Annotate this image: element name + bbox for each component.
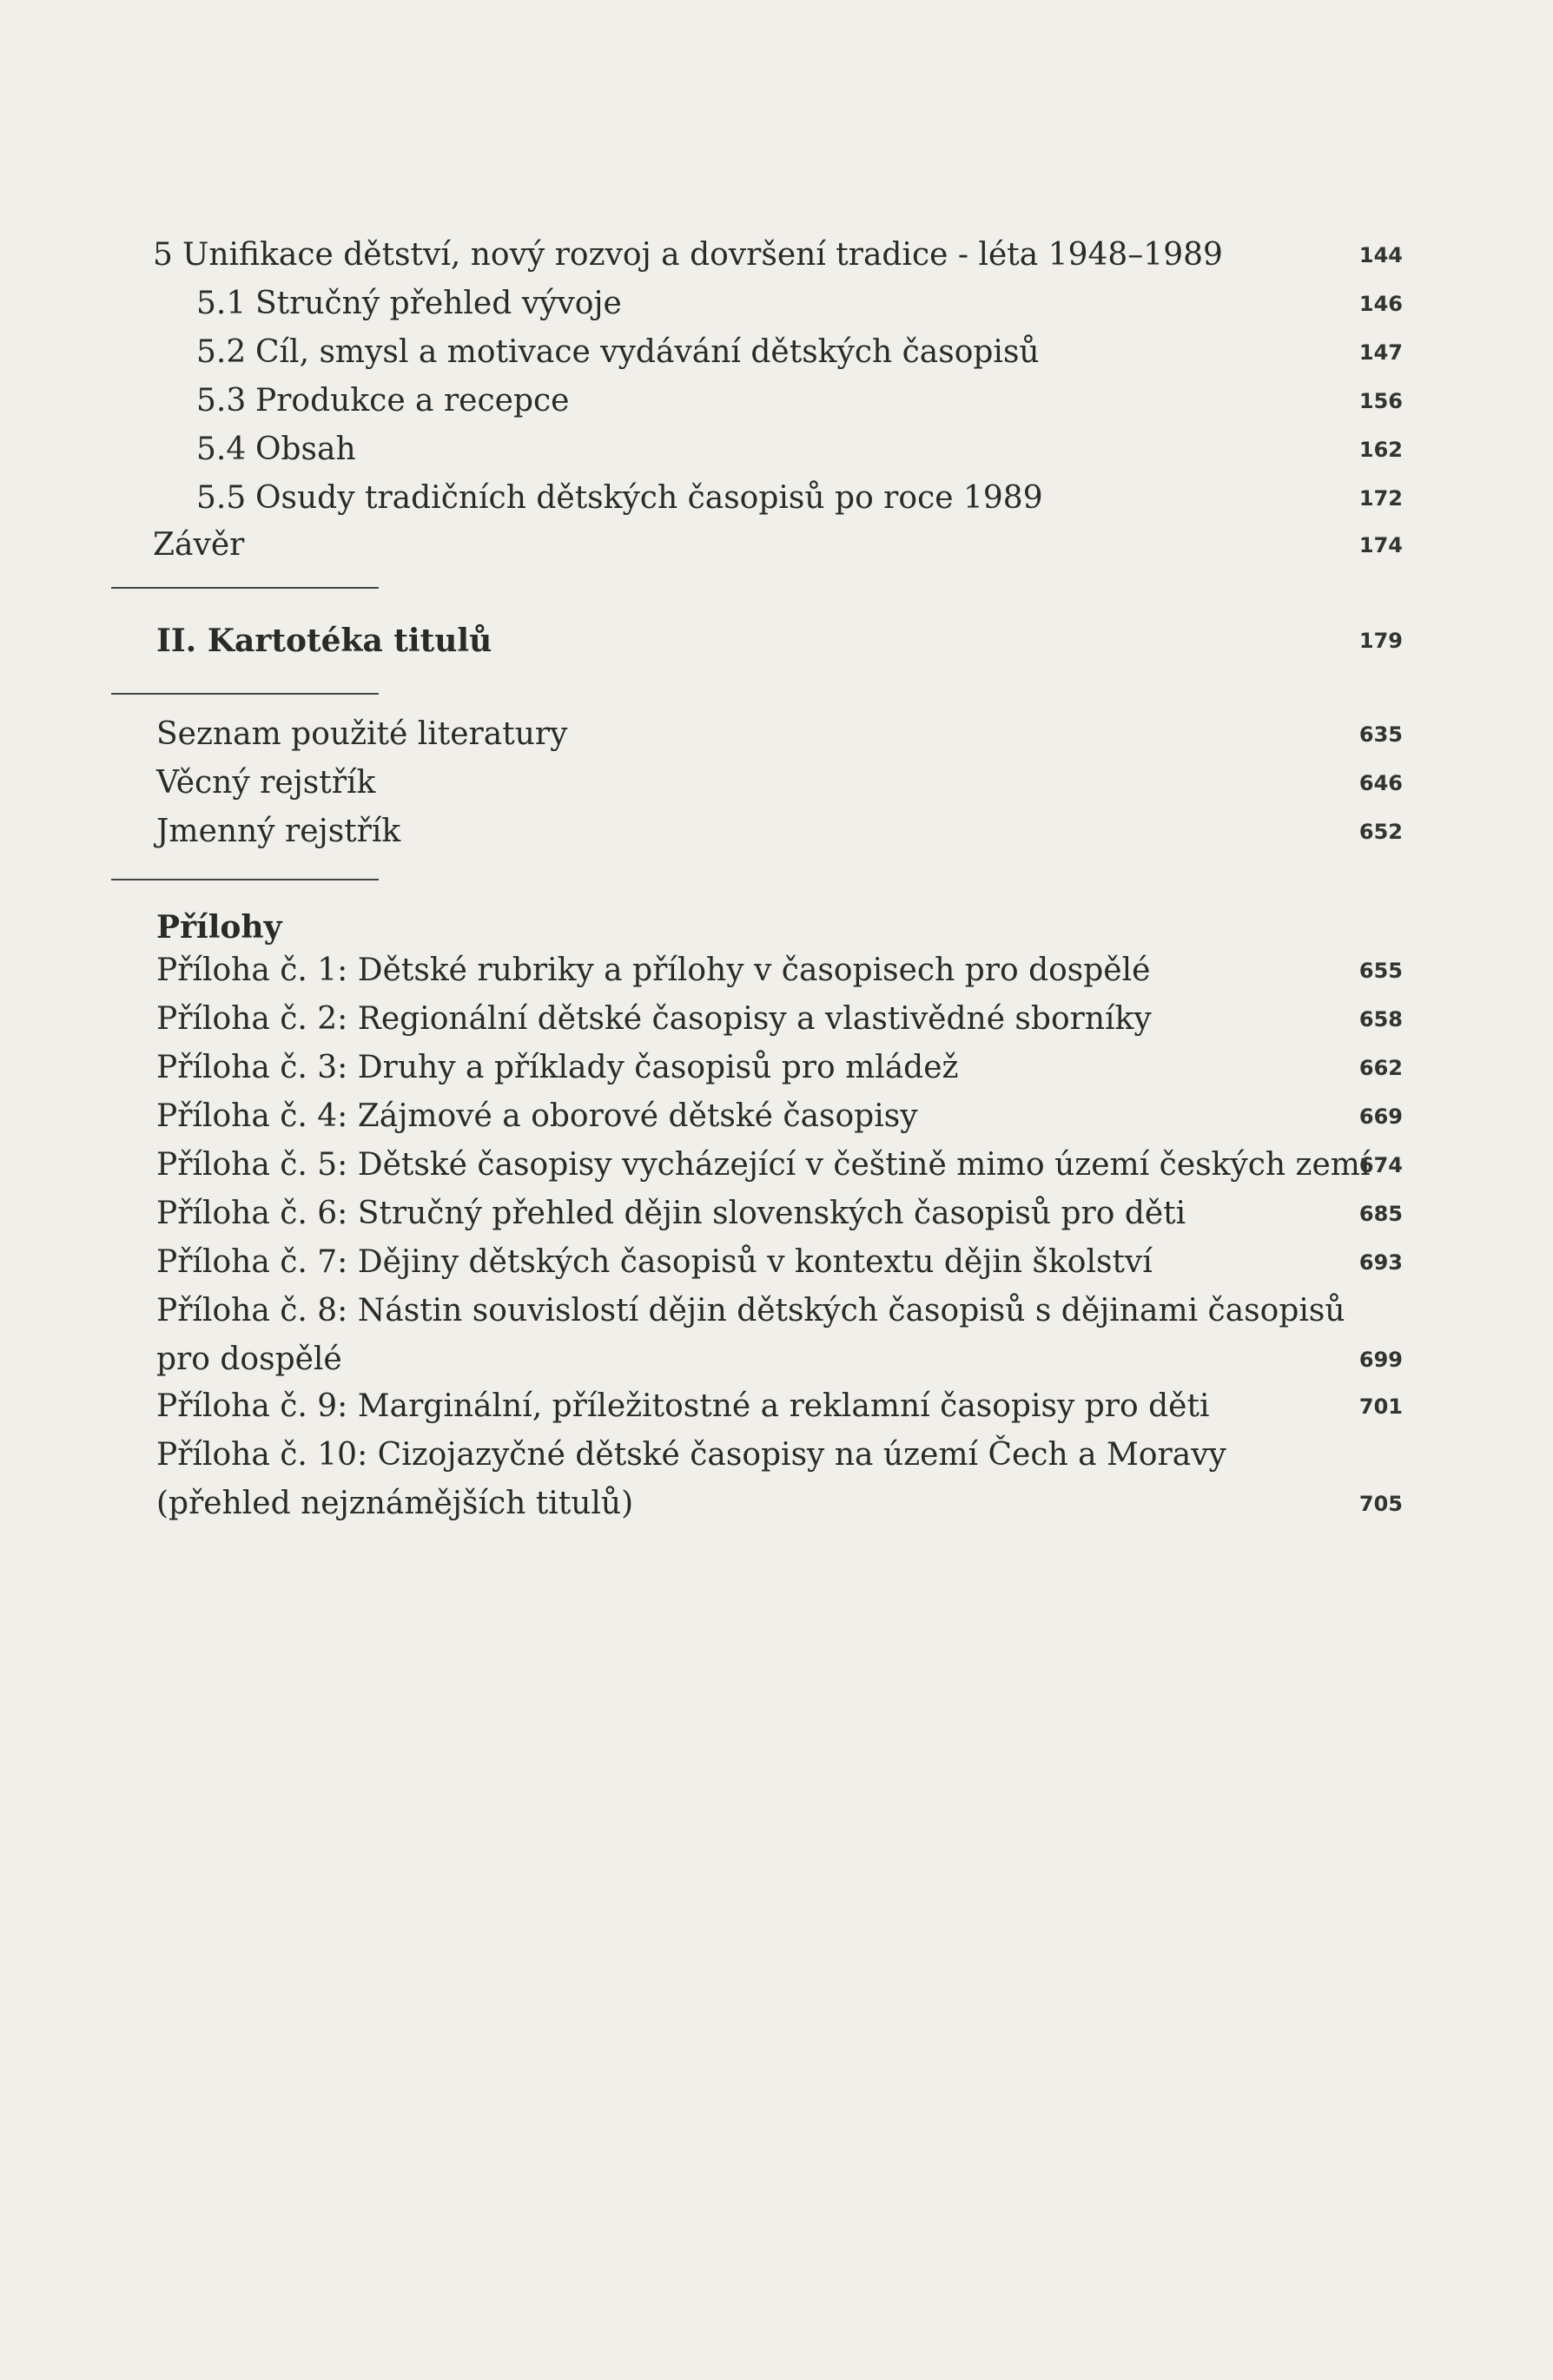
section-number: 5.3 bbox=[196, 383, 247, 419]
toc-entry-section bbox=[0, 328, 1553, 377]
appendix-title: Příloha č. 7: Dějiny dětských časopisů v kontextu dějin školství bbox=[156, 1244, 1153, 1280]
section-title: Stručný přehled vývoje bbox=[255, 286, 622, 321]
page-number: 646 bbox=[1358, 771, 1403, 795]
page-number: 662 bbox=[1358, 1056, 1403, 1080]
toc-entry-bibliography bbox=[0, 710, 1553, 759]
toc-entry-appendix bbox=[0, 1044, 1553, 1092]
page-number: 685 bbox=[1358, 1202, 1403, 1226]
page-number: 655 bbox=[1358, 959, 1403, 983]
appendix-title: Příloha č. 6: Stručný přehled dějin slovenských časopisů pro děti bbox=[156, 1196, 1186, 1231]
entry-title: Věcný rejstřík bbox=[156, 765, 376, 801]
appendix-title: Příloha č. 1: Dětské rubriky a přílohy v časopisech pro dospělé bbox=[156, 953, 1151, 988]
section-title: Produkce a recepce bbox=[255, 383, 570, 419]
toc-entry-part-2 bbox=[0, 616, 1553, 665]
toc-entry-section bbox=[0, 425, 1553, 474]
appendix-title: Příloha č. 5: Dětské časopisy vycházející v češtině mimo území českých zemí bbox=[156, 1147, 1371, 1183]
page-number: 693 bbox=[1358, 1250, 1403, 1275]
appendices-heading: Přílohy bbox=[156, 909, 282, 946]
toc-entry-section bbox=[0, 377, 1553, 425]
page-number: 179 bbox=[1358, 629, 1403, 653]
page-number: 635 bbox=[1358, 722, 1403, 747]
appendix-title: Příloha č. 4: Zájmové a oborové dětské časopisy bbox=[156, 1098, 918, 1134]
appendix-title-continued: (přehled nejznámějších titulů) bbox=[156, 1486, 634, 1521]
page-number: 162 bbox=[1358, 438, 1403, 462]
page-number: 658 bbox=[1358, 1007, 1403, 1032]
toc-entry-appendix bbox=[0, 1238, 1553, 1287]
chapter-title: Unifikace dětství, nový rozvoj a dovršení tradice - léta 1948–1989 bbox=[182, 237, 1223, 273]
toc-entry-appendix bbox=[0, 946, 1553, 995]
page-number: 172 bbox=[1358, 486, 1403, 511]
page-number: 144 bbox=[1358, 243, 1403, 267]
toc-entry-subject-index bbox=[0, 759, 1553, 808]
page-number: 701 bbox=[1358, 1394, 1403, 1419]
page-number: 156 bbox=[1358, 389, 1403, 413]
appendix-title: Příloha č. 8: Nástin souvislostí dějin dětských časopisů s dějinami časopisů bbox=[156, 1293, 1345, 1328]
section-number: 5.1 bbox=[196, 286, 247, 321]
appendix-title: Příloha č. 2: Regionální dětské časopisy a vlastivědné sborníky bbox=[156, 1001, 1152, 1037]
conclusion-title: Závěr bbox=[153, 527, 245, 563]
page-number: 174 bbox=[1358, 533, 1403, 557]
part-title: II. Kartotéka titulů bbox=[156, 623, 492, 659]
toc-entry-section bbox=[0, 474, 1553, 523]
page-number: 146 bbox=[1358, 292, 1403, 316]
toc-entry-appendix bbox=[0, 995, 1553, 1044]
toc-entry-conclusion bbox=[0, 521, 1553, 570]
section-title: Cíl, smysl a motivace vydávání dětských časopisů bbox=[255, 334, 1040, 370]
appendix-title-continued: pro dospělé bbox=[156, 1342, 342, 1377]
section-number: 5.5 bbox=[196, 480, 247, 516]
appendix-title: Příloha č. 3: Druhy a příklady časopisů pro mládež bbox=[156, 1050, 959, 1085]
toc-entry-section bbox=[0, 280, 1553, 328]
divider bbox=[111, 587, 379, 589]
entry-title: Jmenný rejstřík bbox=[156, 814, 401, 849]
toc-entry-appendix bbox=[0, 1092, 1553, 1141]
divider bbox=[111, 693, 379, 695]
page-number: 669 bbox=[1358, 1104, 1403, 1129]
entry-title: Seznam použité literatury bbox=[156, 716, 568, 752]
appendix-title: Příloha č. 9: Marginální, příležitostné a reklamní časopisy pro děti bbox=[156, 1388, 1210, 1424]
section-title: Obsah bbox=[255, 432, 356, 467]
toc-entry-appendix bbox=[0, 1190, 1553, 1238]
page-number: 674 bbox=[1358, 1153, 1403, 1177]
toc-entry-appendix bbox=[0, 1287, 1553, 1335]
page-number: 705 bbox=[1358, 1492, 1403, 1516]
divider bbox=[111, 879, 379, 880]
toc-entry-chapter-5 bbox=[0, 231, 1553, 280]
toc-entry-name-index bbox=[0, 808, 1553, 856]
chapter-number: 5 bbox=[153, 237, 173, 273]
page-number: 699 bbox=[1358, 1348, 1403, 1372]
section-number: 5.2 bbox=[196, 334, 247, 370]
section-number: 5.4 bbox=[196, 432, 247, 467]
toc-entry-appendix-continued bbox=[0, 1335, 1553, 1384]
toc-entry-appendix bbox=[0, 1141, 1553, 1190]
toc-entry-appendix bbox=[0, 1382, 1553, 1431]
section-title: Osudy tradičních dětských časopisů po roce 1989 bbox=[255, 480, 1043, 516]
page-number: 652 bbox=[1358, 820, 1403, 844]
toc-entry-appendix bbox=[0, 1431, 1553, 1480]
appendix-title: Příloha č. 10: Cizojazyčné dětské časopisy na území Čech a Moravy bbox=[156, 1437, 1226, 1473]
toc-entry-appendix-continued bbox=[0, 1480, 1553, 1528]
page-number: 147 bbox=[1358, 340, 1403, 365]
